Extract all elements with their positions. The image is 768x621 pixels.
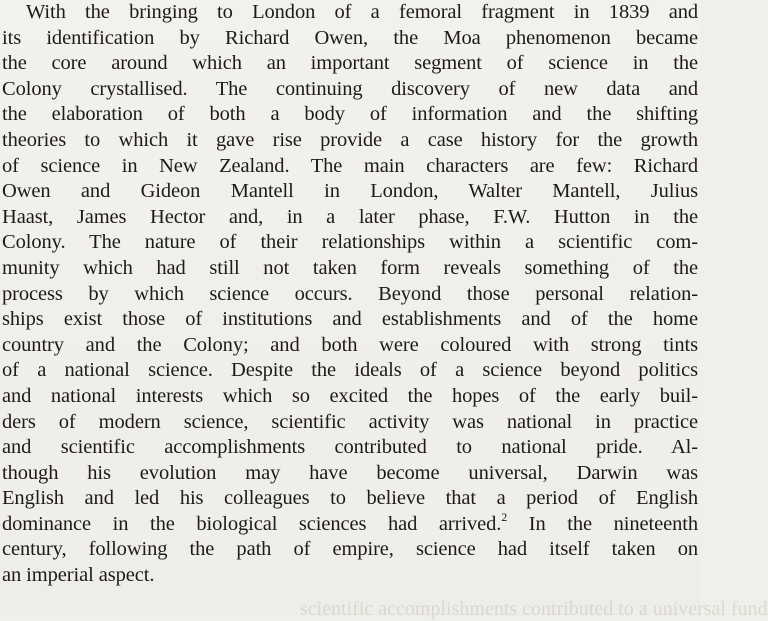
text-line: process by which science occurs. Beyond those personal relation- [2,282,698,305]
text-line: century, following the path of empire, science had itself taken on [2,538,698,561]
text-line: Colony crystallised. The continuing discovery of new data and [2,77,698,100]
text-line-with-footnote [2,509,698,538]
text-line: the core around which an important segment of science in the [2,52,698,75]
text-line: Haast, James Hector and, in a later phase, F.W. Hutton in the [2,205,698,228]
text-line: an imperial aspect. [2,564,155,587]
text-line: of science in New Zealand. The main characters are few: Richard [2,154,698,177]
text-line: Colony. The nature of their relationships within a scientific com- [2,231,698,254]
text-line: munity which had still not taken form reveals something of the [2,256,698,279]
text-line: its identification by Richard Owen, the Moa phenomenon became [2,26,698,49]
text-line: English and led his colleagues to believe that a period of English [2,487,698,510]
text-line: theories to which it gave rise provide a case history for the growth [2,128,698,151]
text-line: With the bringing to London of a femoral fragment in 1839 and [26,1,698,23]
text-line: of a national science. Despite the ideals of a science beyond politics [2,359,698,382]
text-line: ders of modern science, scientific activity was national in practice [2,410,698,433]
text-line: country and the Colony; and both were coloured with strong tints [2,333,698,356]
bleed-through-text: scientific accomplishments contributed to a universal fund [300,598,768,620]
text-line: Owen and Gideon Mantell in London, Walter Mantell, Julius [2,180,698,203]
text-line: ships exist those of institutions and establishments and of the home [2,308,698,331]
text-line: and scientific accomplishments contributed to national pride. Al- [2,436,698,459]
body-paragraph [2,0,698,589]
text-line: and national interests which so excited the hopes of the early buil- [2,384,698,407]
footnote-marker[interactable]: 2 [501,509,508,524]
text-line: the elaboration of both a body of information and the shifting [2,103,698,126]
text-segment: dominance in the biological sciences had arrived. [2,512,502,535]
text-segment: In the nineteenth [507,512,698,535]
text-line: though his evolution may have become universal, Darwin was [2,461,698,484]
